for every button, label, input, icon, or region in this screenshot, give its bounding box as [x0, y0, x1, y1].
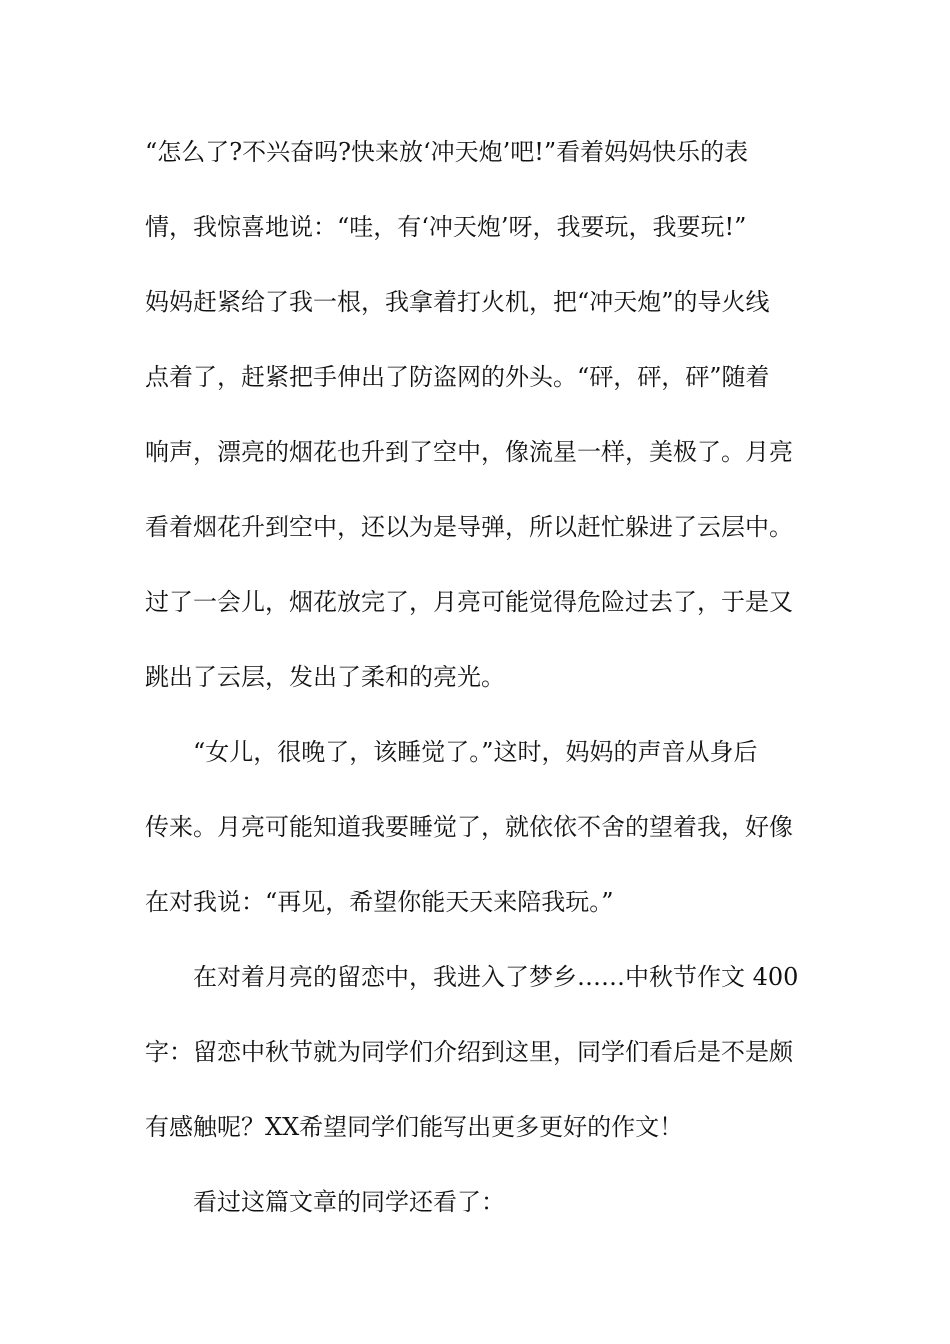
text-line-11: 在对我说：“再见，希望你能天天来陪我玩。”: [145, 888, 614, 916]
text-line-12: 在对着月亮的留恋中，我进入了梦乡……中秋节作文 400: [193, 963, 799, 991]
text-line-3: 妈妈赶紧给了我一根，我拿着打火机，把“冲天炮”的导火线: [145, 288, 770, 316]
text-line-10: 传来。月亮可能知道我要睡觉了，就依依不舍的望着我，好像: [145, 813, 793, 841]
text-line-15: 看过这篇文章的同学还看了：: [193, 1188, 505, 1216]
text-line-4: 点着了，赶紧把手伸出了防盗网的外头。“砰，砰，砰”随着: [145, 363, 770, 391]
text-line-2: 情，我惊喜地说：“哇，有‘冲天炮’呀，我要玩，我要玩!”: [145, 213, 747, 241]
text-line-7: 过了一会儿，烟花放完了，月亮可能觉得危险过去了，于是又: [145, 588, 793, 616]
text-line-9: “女儿，很晚了，该睡觉了。”这时，妈妈的声音从身后: [193, 738, 758, 766]
text-line-14: 有感触呢？XX希望同学们能写出更多更好的作文！: [145, 1113, 684, 1141]
text-line-13: 字：留恋中秋节就为同学们介绍到这里，同学们看后是不是颇: [145, 1038, 793, 1066]
article-body: [145, 115, 810, 1240]
text-line-1: “怎么了?不兴奋吗?快来放‘冲天炮’吧!”看着妈妈快乐的表: [145, 138, 749, 166]
text-line-8: 跳出了云层，发出了柔和的亮光。: [145, 663, 505, 691]
text-line-5: 响声，漂亮的烟花也升到了空中，像流星一样，美极了。月亮: [145, 438, 793, 466]
text-line-6: 看着烟花升到空中，还以为是导弹，所以赶忙躲进了云层中。: [145, 513, 793, 541]
